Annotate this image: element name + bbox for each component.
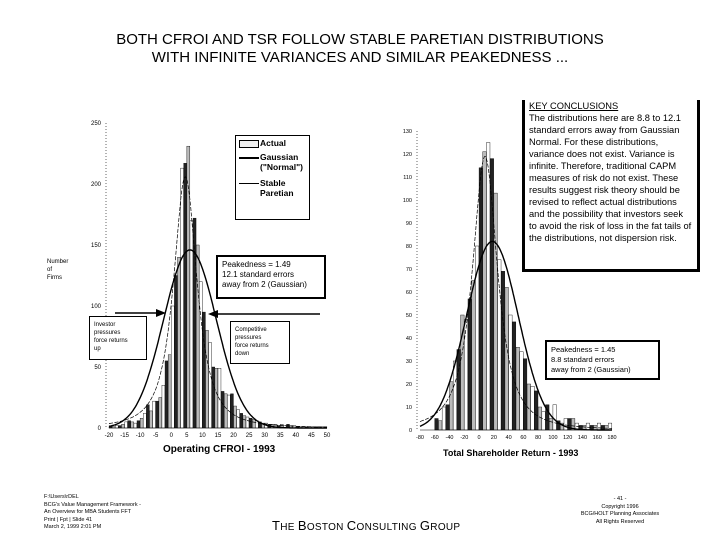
left-bar xyxy=(118,426,121,428)
right-bar xyxy=(486,143,490,431)
right-peak-3: away from 2 (Gaussian) xyxy=(551,365,631,374)
right-x-tick-label: 80 xyxy=(535,435,542,441)
right-x-axis-title: Total Shareholder Return - 1993 xyxy=(443,448,579,458)
left-peakedness-box xyxy=(216,255,326,299)
left-x-tick-label: 10 xyxy=(199,433,206,439)
left-bar xyxy=(212,367,215,428)
left-y-tick-label: 0 xyxy=(97,426,101,432)
footer-right-1: - 41 - xyxy=(613,496,627,502)
left-y-tick-label: 150 xyxy=(90,243,101,249)
legend-actual: Actual xyxy=(260,138,286,148)
right-x-tick-label: 140 xyxy=(577,435,588,441)
left-bar xyxy=(206,330,209,428)
right-y-tick-label: 10 xyxy=(405,405,412,411)
right-y-tick-label: 120 xyxy=(402,152,412,158)
legend-gaussian xyxy=(260,152,303,172)
competitive-4: down xyxy=(235,351,250,357)
footer-right xyxy=(570,496,670,526)
left-bar xyxy=(121,424,124,428)
brand-oston: OSTON xyxy=(306,522,347,533)
left-bar xyxy=(168,355,171,428)
left-y-tick-label: 100 xyxy=(90,304,101,310)
investor-1: Investor xyxy=(94,322,116,328)
footer-right-2: Copyright 1996 xyxy=(601,503,639,510)
left-bar xyxy=(249,418,252,428)
right-y-tick-label: 20 xyxy=(405,382,412,388)
footer-right-4: All Rights Reserved xyxy=(595,518,645,525)
legend-gaussian-1: Gaussian xyxy=(260,152,299,162)
footer-left-3: An Overview for MBA Students FFT xyxy=(44,509,132,516)
right-y-tick-label: 40 xyxy=(405,336,412,342)
right-x-tick-label: 20 xyxy=(490,435,497,441)
left-bar xyxy=(174,276,177,429)
key-conclusions-box xyxy=(522,100,700,272)
left-x-tick-label: 20 xyxy=(230,433,237,439)
left-x-tick-label: 45 xyxy=(308,433,315,439)
investor-4: up xyxy=(94,346,101,352)
left-x-tick-label: 40 xyxy=(292,433,300,439)
left-peak-3: away from 2 (Gaussian) xyxy=(222,280,307,289)
left-bar xyxy=(134,423,137,428)
left-bar xyxy=(196,245,199,428)
right-x-tick-label: 0 xyxy=(477,435,481,441)
legend-stable-1: Stable xyxy=(260,178,286,188)
investor-3: force returns xyxy=(94,338,128,344)
left-bar xyxy=(202,312,205,428)
right-bar xyxy=(505,287,509,430)
ylabel-3: Firms xyxy=(47,275,62,281)
right-y-tick-label: 130 xyxy=(402,129,412,135)
right-x-tick-label: -80 xyxy=(416,435,424,441)
left-bar xyxy=(190,221,193,428)
brand-b: B xyxy=(297,518,307,533)
right-bar xyxy=(483,152,487,430)
right-y-tick-label: 0 xyxy=(408,428,412,434)
right-bar xyxy=(531,386,535,430)
key-conclusions-heading: KEY CONCLUSIONS xyxy=(529,101,619,111)
left-x-axis-title: Operating CFROI - 1993 xyxy=(163,444,276,455)
left-bar xyxy=(230,394,233,428)
right-y-tick-label: 100 xyxy=(402,198,412,204)
left-bar xyxy=(184,163,187,428)
legend-stable-swatch xyxy=(239,183,259,184)
left-bar xyxy=(221,391,224,428)
y-axis-label xyxy=(47,258,68,282)
left-bar xyxy=(193,218,196,428)
investor-pressures-box xyxy=(89,316,147,360)
right-x-tick-label: 40 xyxy=(505,435,512,441)
footer-left-2: BCG's Value Management Framework - xyxy=(44,501,141,508)
right-x-tick-label: 60 xyxy=(520,435,527,441)
right-bar xyxy=(501,271,505,430)
right-bar xyxy=(597,423,601,430)
brand-c: C xyxy=(346,518,357,533)
right-bar xyxy=(520,352,524,430)
left-bar xyxy=(215,368,218,428)
left-bar xyxy=(131,422,134,428)
left-bar xyxy=(165,361,168,428)
legend-stable-2: Paretian xyxy=(260,188,294,198)
right-bar xyxy=(479,168,483,430)
bcg-logo xyxy=(272,518,460,533)
footer-left-1: F:\Users\rDEL xyxy=(44,494,79,500)
right-peakedness-box xyxy=(545,340,660,380)
right-bar xyxy=(509,315,513,430)
investor-2: pressures xyxy=(94,330,121,336)
left-bar xyxy=(140,418,143,428)
competitive-2: pressures xyxy=(235,335,262,341)
right-bar xyxy=(523,359,527,430)
title-line-2: WITH INFINITE VARIANCES AND SIMILAR PEAKEDNESS ... xyxy=(151,49,569,66)
left-bar xyxy=(218,368,221,428)
right-y-tick-label: 50 xyxy=(405,313,412,319)
footer-left-5: March 2, 1999 2:01 PM xyxy=(44,524,102,531)
legend-actual-swatch xyxy=(239,140,259,148)
brand-onsulting: ONSULTING xyxy=(356,522,420,533)
ylabel-2: of xyxy=(47,267,53,273)
left-bar xyxy=(146,405,149,428)
right-bar xyxy=(438,421,442,430)
right-x-tick-label: -40 xyxy=(445,435,454,441)
left-bar xyxy=(224,394,227,428)
left-peak-1: Peakedness = 1.49 xyxy=(222,260,291,269)
right-x-tick-label: 100 xyxy=(548,435,558,441)
right-x-tick-label: -20 xyxy=(460,435,469,441)
right-bar xyxy=(553,405,557,430)
right-x-tick-label: 160 xyxy=(592,435,602,441)
left-bar xyxy=(178,257,181,428)
footer-right-3: BCG/HOLT Planning Associates xyxy=(580,511,660,518)
right-bar xyxy=(564,419,568,431)
competitive-1: Competitive xyxy=(235,327,267,333)
left-x-tick-label: 15 xyxy=(214,433,222,439)
left-bar xyxy=(162,385,165,428)
brand-he: HE xyxy=(280,522,298,533)
left-x-tick-label: 25 xyxy=(245,433,253,439)
left-bar xyxy=(252,419,255,428)
left-x-tick-label: 0 xyxy=(169,433,173,439)
chart-legend xyxy=(235,135,310,220)
left-x-tick-label: -5 xyxy=(153,433,159,439)
right-peak-1: Peakedness = 1.45 xyxy=(551,345,616,354)
brand-t: T xyxy=(272,518,281,533)
competitive-arrowhead-icon xyxy=(208,310,218,318)
left-bar xyxy=(115,426,118,428)
left-bar xyxy=(156,401,159,428)
right-bar xyxy=(516,347,520,430)
left-bar xyxy=(240,413,243,428)
right-bar xyxy=(468,299,472,430)
right-y-tick-label: 90 xyxy=(405,221,412,227)
right-y-tick-label: 60 xyxy=(405,290,412,296)
left-bar xyxy=(137,421,140,428)
left-x-tick-label: -15 xyxy=(120,433,129,439)
title-line-1: BOTH CFROI AND TSR FOLLOW STABLE PARETIAN DISTRIBUTIONS xyxy=(116,31,604,48)
footer-left-4: Print | Fpt | Slide 41 xyxy=(44,516,93,523)
right-bar xyxy=(586,423,590,430)
brand-roup: ROUP xyxy=(430,522,461,533)
left-bar xyxy=(171,306,174,428)
right-bar xyxy=(442,407,446,430)
left-x-tick-label: 5 xyxy=(185,433,189,439)
left-bar xyxy=(181,168,184,428)
right-x-tick-label: 120 xyxy=(563,435,573,441)
left-y-tick-label: 200 xyxy=(90,182,101,188)
right-y-tick-label: 80 xyxy=(405,244,412,250)
right-y-tick-label: 30 xyxy=(405,359,412,365)
left-bar xyxy=(143,413,146,428)
legend-gaussian-2: ("Normal") xyxy=(260,162,304,172)
right-bar xyxy=(472,281,476,431)
left-x-tick-label: 30 xyxy=(261,433,269,439)
left-x-tick-label: -20 xyxy=(104,433,114,439)
right-bar xyxy=(549,419,553,431)
left-bar xyxy=(149,411,152,428)
left-bar xyxy=(125,422,128,428)
right-bar xyxy=(538,407,542,430)
left-x-tick-label: -10 xyxy=(135,433,145,439)
footer-left xyxy=(44,494,141,532)
legend-stable xyxy=(260,178,294,198)
left-y-tick-label: 250 xyxy=(90,121,101,127)
left-bar xyxy=(128,421,131,428)
right-x-tick-label: -60 xyxy=(430,435,439,441)
right-x-tick-label: 180 xyxy=(607,435,617,441)
left-y-tick-label: 50 xyxy=(94,365,101,371)
left-x-tick-label: 35 xyxy=(276,433,284,439)
ylabel-1: Number xyxy=(47,259,69,265)
right-bar xyxy=(446,405,450,430)
brand-g: G xyxy=(419,518,431,533)
left-x-tick-label: 50 xyxy=(323,433,331,439)
left-bar xyxy=(234,406,237,428)
right-bar xyxy=(542,412,546,430)
right-bar xyxy=(457,350,461,431)
right-bar xyxy=(608,423,612,430)
right-bar xyxy=(494,193,498,430)
left-bar xyxy=(237,410,240,428)
right-bar xyxy=(435,419,439,431)
competitive-3: force returns xyxy=(235,343,269,349)
left-bar xyxy=(199,282,202,428)
left-bar xyxy=(209,343,212,428)
right-peak-2: 8.8 standard errors xyxy=(551,355,615,364)
key-conclusions-text: The distributions here are 8.8 to 12.1 standard errors away from Gaussian Normal. For these distributions, variance does not exist. Variance is infinite. Therefore, traditional CAPM measures of risk do not exist. These results suggest risk theory should be revised to reflect actual distributions and the possibility that investors seek to avoid the risk of loss in the fat tails of the distributions, not dispersion risk. xyxy=(529,113,692,243)
legend-gaussian-swatch xyxy=(239,157,259,159)
left-bar xyxy=(246,417,249,428)
right-bar xyxy=(534,391,538,430)
competitive-pressures-box xyxy=(230,321,290,364)
right-bar xyxy=(453,361,457,430)
right-bar xyxy=(512,322,516,430)
left-bar xyxy=(159,398,162,429)
left-bar xyxy=(153,401,156,428)
left-bar xyxy=(243,416,246,428)
right-y-tick-label: 70 xyxy=(405,267,412,273)
right-y-tick-label: 110 xyxy=(403,175,412,181)
left-peak-2: 12.1 standard errors xyxy=(222,270,295,279)
